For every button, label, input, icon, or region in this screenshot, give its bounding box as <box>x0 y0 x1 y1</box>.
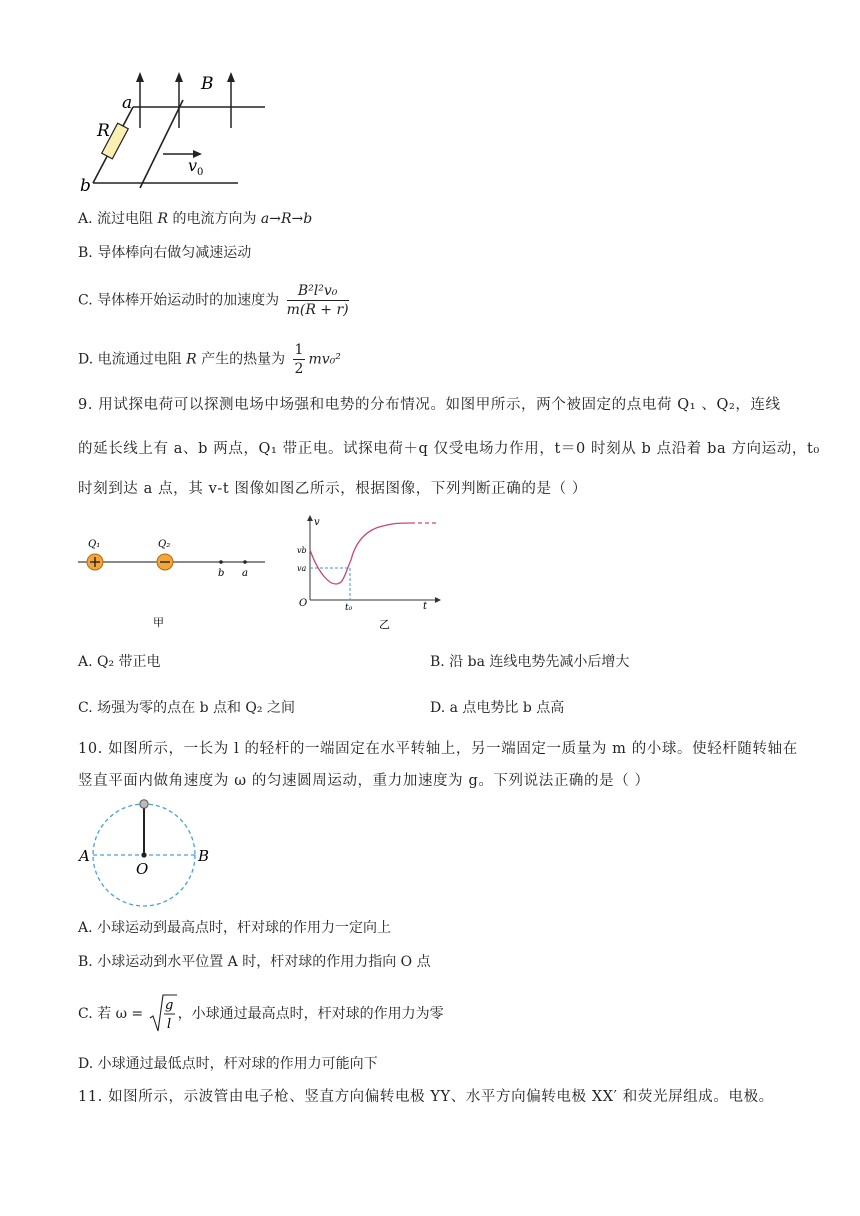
q8-option-c: C. 导体棒开始运动时的加速度为 $\frac{\text{B²l²v₀}}{m(R + r)}$ <box>78 283 349 318</box>
q11-stem-line-1: 11. 如图所示，示波管由电子枪、竖直方向偏转电极 YY、水平方向偏转电极 XX′ 和荧光屏组成。电极。 <box>78 1089 774 1105</box>
label-t-axis: t <box>423 601 428 612</box>
caption-yi: 乙 <box>379 618 390 631</box>
label-b: b <box>218 568 225 579</box>
q9-stem-line-3: 时刻到达 a 点，其 v-t 图像如图乙所示，根据图像，下列判断正确的是（ ） <box>78 481 588 497</box>
q10-option-a: A. 小球运动到最高点时，杆对球的作用力一定向上 <box>78 920 392 936</box>
q10-stem-line-1: 10. 如图所示，一长为 l 的轻杆的一端固定在水平转轴上，另一端固定一质量为 m 的小球。使轻杆随转轴在 <box>78 741 798 757</box>
q9-stem-line-1: 9. 用试探电荷可以探测电场中场强和电势的分布情况。如图甲所示，两个被固定的点电荷 Q₁ 、Q₂，连线 <box>78 397 781 413</box>
q10-c-sqrt <box>148 993 178 1035</box>
q9-option-b: B. 沿 ba 连线电势先减小后增大 <box>430 654 630 670</box>
svg-text:g: g <box>164 998 173 1013</box>
q9-figure-jia <box>75 530 270 635</box>
label-a: a <box>122 93 133 113</box>
label-vb: vb <box>297 546 307 555</box>
q8-c-fraction: $\frac{\text{B²l²v₀}}{m(R + r)}$ <box>286 283 349 318</box>
label-B: B <box>201 74 214 94</box>
q10-option-b: B. 小球运动到水平位置 A 时，杆对球的作用力指向 O 点 <box>78 954 431 970</box>
label-A: A <box>79 847 90 865</box>
label-b: b <box>80 176 91 195</box>
label-B: B <box>198 847 210 865</box>
q8-option-b: B. 导体棒向右做匀减速运动 <box>78 245 252 261</box>
label-Q2: Q₂ <box>158 539 171 550</box>
q8-option-d: D. 电流通过电阻 R 产生的热量为 $\frac{1}{2}$ mv₀² <box>78 342 341 377</box>
q9-figure-yi <box>293 510 443 635</box>
label-Q1: Q₁ <box>88 539 101 550</box>
q10-stem-line-2: 竖直平面内做角速度为 ω 的匀速圆周运动，重力加速度为 g。下列说法正确的是（ ） <box>78 773 650 789</box>
label-t0: t₀ <box>345 603 353 613</box>
label-a: a <box>242 568 248 579</box>
q9-option-d: D. a 点电势比 b 点高 <box>430 700 565 716</box>
q8-option-a: A. 流过电阻 R 的电流方向为 a→R→b <box>78 211 313 227</box>
q10-option-d: D. 小球通过最低点时，杆对球的作用力可能向下 <box>78 1056 378 1072</box>
label-R: R <box>97 121 110 141</box>
q8-figure <box>75 70 275 195</box>
q9-stem-line-2: 的延长线上有 a、b 两点，Q₁ 带正电。试探电荷＋q 仅受电场力作用，t＝0 时刻从 b 点沿着 ba 方向运动，t₀ <box>78 441 820 457</box>
q9-option-a: A. Q₂ 带正电 <box>78 654 161 670</box>
q10-option-c: C. 若 ω = g l ，小球通过最高点时，杆对球的作用力为零 <box>78 993 444 1035</box>
label-O: O <box>299 598 308 609</box>
label-O: O <box>136 860 149 878</box>
label-va: va <box>297 564 307 573</box>
caption-jia: 甲 <box>153 616 164 629</box>
label-v: v <box>188 156 198 175</box>
svg-text:l: l <box>166 1017 171 1032</box>
q9-option-c: C. 场强为零的点在 b 点和 Q₂ 之间 <box>78 700 295 716</box>
label-v-sub: 0 <box>197 167 204 178</box>
q8-d-fraction: $\frac{1}{2}$ <box>294 342 304 377</box>
q10-figure <box>75 795 225 915</box>
label-v-axis: v <box>314 517 320 528</box>
